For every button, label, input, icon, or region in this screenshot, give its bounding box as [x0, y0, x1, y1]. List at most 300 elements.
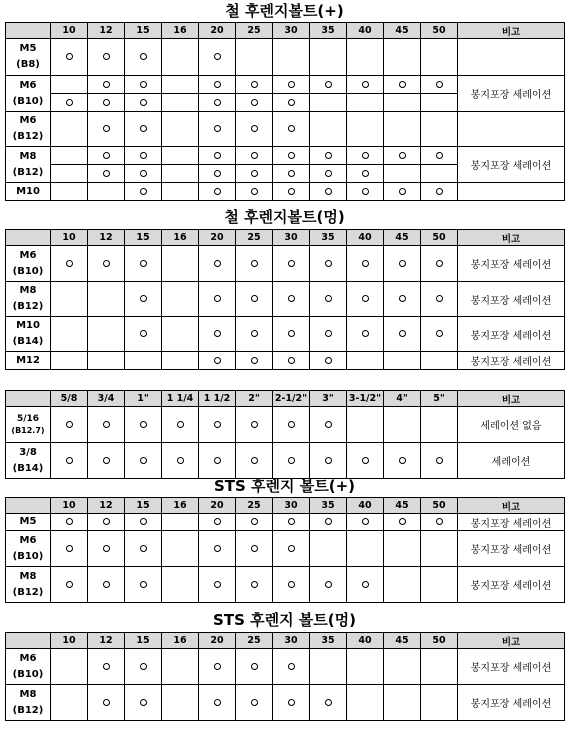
availability-cell [421, 183, 458, 201]
column-header: 45 [384, 230, 421, 246]
size-label: 5/16 [16, 413, 40, 424]
availability-circle-icon [325, 699, 332, 706]
size-label: M8 [19, 285, 37, 296]
availability-cell [88, 282, 125, 317]
availability-circle-icon [251, 188, 258, 195]
availability-cell [236, 183, 273, 201]
column-header: 16 [162, 633, 199, 649]
column-header: 16 [162, 230, 199, 246]
column-header: 12 [88, 633, 125, 649]
availability-cell [236, 685, 273, 721]
availability-cell [384, 76, 421, 94]
column-header: 12 [88, 23, 125, 39]
availability-circle-icon [214, 663, 221, 670]
availability-circle-icon [214, 357, 221, 364]
availability-cell [273, 649, 310, 685]
availability-cell [273, 567, 310, 603]
availability-cell [199, 112, 236, 147]
column-header: 25 [236, 498, 273, 514]
note-cell: 봉지포장 세레이션 [458, 685, 565, 721]
availability-circle-icon [288, 663, 295, 670]
corner-diagonal-cell [6, 23, 51, 39]
availability-cell [421, 112, 458, 147]
availability-cell [347, 147, 384, 165]
size-label: M6 [19, 652, 37, 664]
size-label: M6 [19, 249, 37, 261]
size-label-cell [6, 352, 51, 370]
availability-cell [51, 531, 88, 567]
availability-cell [236, 39, 273, 76]
note-column-header: 비고 [458, 230, 565, 246]
availability-cell [384, 317, 421, 352]
availability-cell [51, 147, 88, 165]
availability-circle-icon [140, 518, 147, 525]
availability-cell [236, 76, 273, 94]
availability-cell [347, 443, 384, 479]
availability-circle-icon [214, 330, 221, 337]
availability-circle-icon [140, 545, 147, 552]
section-title-iron-plus: 철 후렌지볼트(+) [225, 2, 344, 20]
availability-cell [310, 407, 347, 443]
note-cell: 봉지포장 세레이션 [458, 282, 565, 317]
availability-cell [310, 352, 347, 370]
availability-circle-icon [140, 81, 147, 88]
availability-circle-icon [288, 170, 295, 177]
size-label: M5 [19, 516, 37, 527]
availability-circle-icon [214, 53, 221, 60]
column-header: 16 [162, 498, 199, 514]
availability-cell [347, 352, 384, 370]
availability-cell [162, 246, 199, 282]
availability-cell [273, 531, 310, 567]
size-label: M12 [16, 354, 40, 366]
availability-circle-icon [399, 457, 406, 464]
availability-circle-icon [325, 152, 332, 159]
column-header: 10 [51, 230, 88, 246]
note-cell: 봉지포장 세레이션 [458, 352, 565, 370]
availability-cell [347, 165, 384, 183]
availability-cell [236, 443, 273, 479]
availability-cell [421, 531, 458, 567]
availability-circle-icon [140, 99, 147, 106]
table-row [6, 246, 565, 282]
availability-cell [88, 514, 125, 531]
availability-cell [199, 352, 236, 370]
availability-circle-icon [214, 581, 221, 588]
column-header: 15 [125, 230, 162, 246]
availability-cell [273, 352, 310, 370]
availability-circle-icon [399, 260, 406, 267]
availability-cell [384, 531, 421, 567]
table-row [6, 514, 565, 531]
availability-cell [384, 282, 421, 317]
availability-cell [125, 76, 162, 94]
size-label-cell [6, 282, 51, 317]
availability-circle-icon [288, 99, 295, 106]
availability-cell [236, 531, 273, 567]
availability-circle-icon [140, 53, 147, 60]
availability-cell [199, 94, 236, 112]
availability-cell [88, 112, 125, 147]
availability-circle-icon [140, 260, 147, 267]
availability-cell [347, 282, 384, 317]
size-label: M8 [19, 570, 37, 582]
size-label-cell [6, 112, 51, 147]
size-label-cell [6, 246, 51, 282]
size-sublabel: (B10) [12, 265, 44, 277]
availability-circle-icon [325, 330, 332, 337]
size-label-cell [6, 407, 51, 443]
availability-circle-icon [103, 260, 110, 267]
availability-cell [125, 685, 162, 721]
availability-cell [310, 39, 347, 76]
availability-cell [273, 165, 310, 183]
availability-cell [421, 39, 458, 76]
size-label-cell [6, 147, 51, 183]
availability-cell [236, 165, 273, 183]
note-cell: 세레이션 없음 [458, 407, 565, 443]
availability-cell [125, 282, 162, 317]
column-header: 40 [347, 230, 384, 246]
column-header: 35 [310, 23, 347, 39]
availability-cell [421, 147, 458, 165]
corner-diagonal-cell [6, 230, 51, 246]
size-sublabel: (B10) [12, 550, 44, 562]
table-row [6, 282, 565, 317]
spec-table-sts-plus [5, 497, 565, 603]
availability-cell [421, 282, 458, 317]
column-header: 30 [273, 633, 310, 649]
availability-cell [273, 317, 310, 352]
availability-circle-icon [103, 170, 110, 177]
header-row [6, 230, 565, 246]
size-sublabel: (B12) [12, 704, 44, 716]
availability-circle-icon [251, 699, 258, 706]
spec-table-inch [5, 390, 565, 479]
availability-cell [51, 112, 88, 147]
availability-circle-icon [66, 518, 73, 525]
availability-cell [125, 165, 162, 183]
availability-cell [162, 112, 199, 147]
availability-cell [236, 94, 273, 112]
availability-cell [125, 147, 162, 165]
availability-circle-icon [325, 81, 332, 88]
availability-circle-icon [325, 295, 332, 302]
availability-circle-icon [325, 260, 332, 267]
availability-cell [125, 317, 162, 352]
availability-circle-icon [362, 295, 369, 302]
spec-table-iron-meong [5, 229, 565, 370]
availability-cell [347, 317, 384, 352]
availability-cell [384, 94, 421, 112]
availability-cell [88, 94, 125, 112]
availability-cell [236, 246, 273, 282]
availability-circle-icon [103, 99, 110, 106]
availability-cell [347, 567, 384, 603]
availability-cell [384, 183, 421, 201]
availability-cell [199, 39, 236, 76]
availability-cell [273, 147, 310, 165]
availability-circle-icon [251, 357, 258, 364]
note-column-header: 비고 [458, 391, 565, 407]
availability-cell [273, 76, 310, 94]
availability-cell [125, 94, 162, 112]
availability-cell [421, 352, 458, 370]
availability-cell [310, 76, 347, 94]
availability-circle-icon [214, 545, 221, 552]
availability-cell [310, 183, 347, 201]
note-cell: 봉지포장 세레이션 [458, 531, 565, 567]
availability-circle-icon [214, 81, 221, 88]
availability-circle-icon [399, 295, 406, 302]
availability-cell [236, 514, 273, 531]
size-sublabel: (B14) [12, 462, 44, 474]
availability-cell [384, 407, 421, 443]
column-header: 50 [421, 498, 458, 514]
availability-circle-icon [251, 421, 258, 428]
availability-cell [162, 282, 199, 317]
note-cell: 봉지포장 세레이션 [458, 567, 565, 603]
spec-table-sts-meong [5, 632, 565, 721]
column-header: 10 [51, 633, 88, 649]
availability-circle-icon [288, 295, 295, 302]
availability-cell [347, 94, 384, 112]
availability-circle-icon [103, 125, 110, 132]
size-label-cell [6, 567, 51, 603]
availability-circle-icon [140, 152, 147, 159]
header-row [6, 498, 565, 514]
availability-cell [347, 112, 384, 147]
size-label: M6 [19, 115, 37, 126]
availability-cell [162, 567, 199, 603]
column-header: 16 [162, 23, 199, 39]
availability-circle-icon [140, 170, 147, 177]
availability-circle-icon [214, 152, 221, 159]
availability-cell [347, 246, 384, 282]
size-label-cell [6, 76, 51, 112]
availability-circle-icon [177, 421, 184, 428]
availability-cell [125, 649, 162, 685]
size-label: M6 [19, 79, 37, 91]
availability-cell [162, 514, 199, 531]
availability-circle-icon [288, 581, 295, 588]
availability-circle-icon [251, 81, 258, 88]
availability-cell [421, 76, 458, 94]
availability-cell [199, 649, 236, 685]
availability-cell [384, 567, 421, 603]
availability-cell [421, 94, 458, 112]
availability-circle-icon [251, 152, 258, 159]
availability-cell [125, 407, 162, 443]
availability-cell [347, 76, 384, 94]
availability-cell [310, 649, 347, 685]
availability-circle-icon [325, 170, 332, 177]
size-label-cell [6, 39, 51, 76]
column-header: 10 [51, 23, 88, 39]
column-header: 3" [310, 391, 347, 407]
column-header: 5" [421, 391, 458, 407]
availability-circle-icon [325, 518, 332, 525]
availability-cell [236, 112, 273, 147]
availability-circle-icon [214, 125, 221, 132]
column-header: 40 [347, 633, 384, 649]
availability-cell [162, 94, 199, 112]
availability-cell [88, 443, 125, 479]
column-header: 15 [125, 498, 162, 514]
availability-cell [273, 685, 310, 721]
availability-circle-icon [214, 260, 221, 267]
table-row [6, 76, 565, 94]
availability-cell [310, 94, 347, 112]
availability-circle-icon [399, 188, 406, 195]
availability-circle-icon [288, 518, 295, 525]
availability-circle-icon [251, 581, 258, 588]
corner-diagonal-cell [6, 633, 51, 649]
availability-circle-icon [140, 663, 147, 670]
size-label: M10 [16, 185, 40, 197]
column-header: 3-1/2" [347, 391, 384, 407]
column-header: 2-1/2" [273, 391, 310, 407]
availability-cell [273, 246, 310, 282]
section-title-sts-meong: STS 후렌지 볼트(멍) [213, 611, 356, 629]
column-header: 35 [310, 498, 347, 514]
availability-cell [310, 685, 347, 721]
availability-cell [51, 39, 88, 76]
availability-cell [162, 76, 199, 94]
availability-cell [384, 147, 421, 165]
availability-cell [88, 317, 125, 352]
column-header: 35 [310, 633, 347, 649]
availability-circle-icon [103, 53, 110, 60]
column-header: 50 [421, 633, 458, 649]
availability-cell [125, 39, 162, 76]
availability-circle-icon [177, 457, 184, 464]
note-cell [458, 39, 565, 76]
availability-circle-icon [288, 545, 295, 552]
availability-circle-icon [288, 188, 295, 195]
availability-cell [384, 352, 421, 370]
column-header: 50 [421, 23, 458, 39]
availability-circle-icon [436, 152, 443, 159]
size-sublabel: (B10) [12, 668, 44, 680]
availability-cell [162, 649, 199, 685]
availability-cell [51, 685, 88, 721]
availability-cell [347, 183, 384, 201]
availability-cell [236, 282, 273, 317]
availability-cell [273, 282, 310, 317]
availability-circle-icon [362, 170, 369, 177]
note-cell: 봉지포장 세레이션 [458, 246, 565, 282]
availability-circle-icon [362, 457, 369, 464]
availability-cell [88, 531, 125, 567]
header-row [6, 633, 565, 649]
availability-cell [199, 165, 236, 183]
spec-table-iron-plus [5, 22, 565, 201]
header-row [6, 391, 565, 407]
availability-circle-icon [288, 421, 295, 428]
availability-circle-icon [436, 188, 443, 195]
availability-cell [236, 317, 273, 352]
availability-circle-icon [251, 99, 258, 106]
availability-cell [310, 531, 347, 567]
availability-cell [88, 407, 125, 443]
availability-cell [51, 352, 88, 370]
column-header: 20 [199, 23, 236, 39]
availability-cell [162, 317, 199, 352]
availability-circle-icon [251, 125, 258, 132]
availability-cell [421, 649, 458, 685]
column-header: 5/8 [51, 391, 88, 407]
column-header: 15 [125, 633, 162, 649]
availability-cell [347, 649, 384, 685]
availability-cell [384, 443, 421, 479]
availability-circle-icon [288, 699, 295, 706]
availability-circle-icon [251, 170, 258, 177]
availability-circle-icon [66, 260, 73, 267]
availability-cell [51, 165, 88, 183]
availability-circle-icon [214, 170, 221, 177]
availability-cell [199, 531, 236, 567]
size-sublabel: (B8) [16, 59, 40, 70]
availability-cell [310, 147, 347, 165]
availability-circle-icon [436, 457, 443, 464]
column-header: 20 [199, 498, 236, 514]
availability-cell [384, 685, 421, 721]
availability-cell [310, 112, 347, 147]
availability-circle-icon [288, 330, 295, 337]
availability-circle-icon [103, 152, 110, 159]
note-cell: 봉지포장 세레이션 [458, 317, 565, 352]
note-cell: 봉지포장 세레이션 [458, 147, 565, 183]
availability-cell [199, 76, 236, 94]
availability-cell [199, 514, 236, 531]
availability-cell [125, 443, 162, 479]
availability-circle-icon [214, 99, 221, 106]
column-header: 12 [88, 230, 125, 246]
size-label-cell [6, 685, 51, 721]
availability-cell [88, 567, 125, 603]
availability-cell [273, 183, 310, 201]
availability-cell [51, 567, 88, 603]
availability-circle-icon [214, 188, 221, 195]
column-header: 2" [236, 391, 273, 407]
availability-cell [421, 567, 458, 603]
availability-cell [347, 407, 384, 443]
table-row [6, 407, 565, 443]
size-label: M8 [19, 150, 37, 162]
availability-cell [310, 514, 347, 531]
availability-cell [273, 94, 310, 112]
availability-cell [199, 183, 236, 201]
corner-diagonal-cell [6, 391, 51, 407]
column-header: 20 [199, 230, 236, 246]
availability-cell [51, 183, 88, 201]
availability-circle-icon [66, 545, 73, 552]
availability-circle-icon [362, 581, 369, 588]
availability-circle-icon [66, 421, 73, 428]
availability-cell [88, 76, 125, 94]
availability-circle-icon [214, 699, 221, 706]
availability-cell [125, 514, 162, 531]
availability-circle-icon [288, 152, 295, 159]
column-header: 45 [384, 498, 421, 514]
column-header: 30 [273, 230, 310, 246]
availability-cell [199, 317, 236, 352]
availability-cell [162, 443, 199, 479]
column-header: 1 1/2 [199, 391, 236, 407]
note-column-header: 비고 [458, 498, 565, 514]
availability-circle-icon [103, 81, 110, 88]
